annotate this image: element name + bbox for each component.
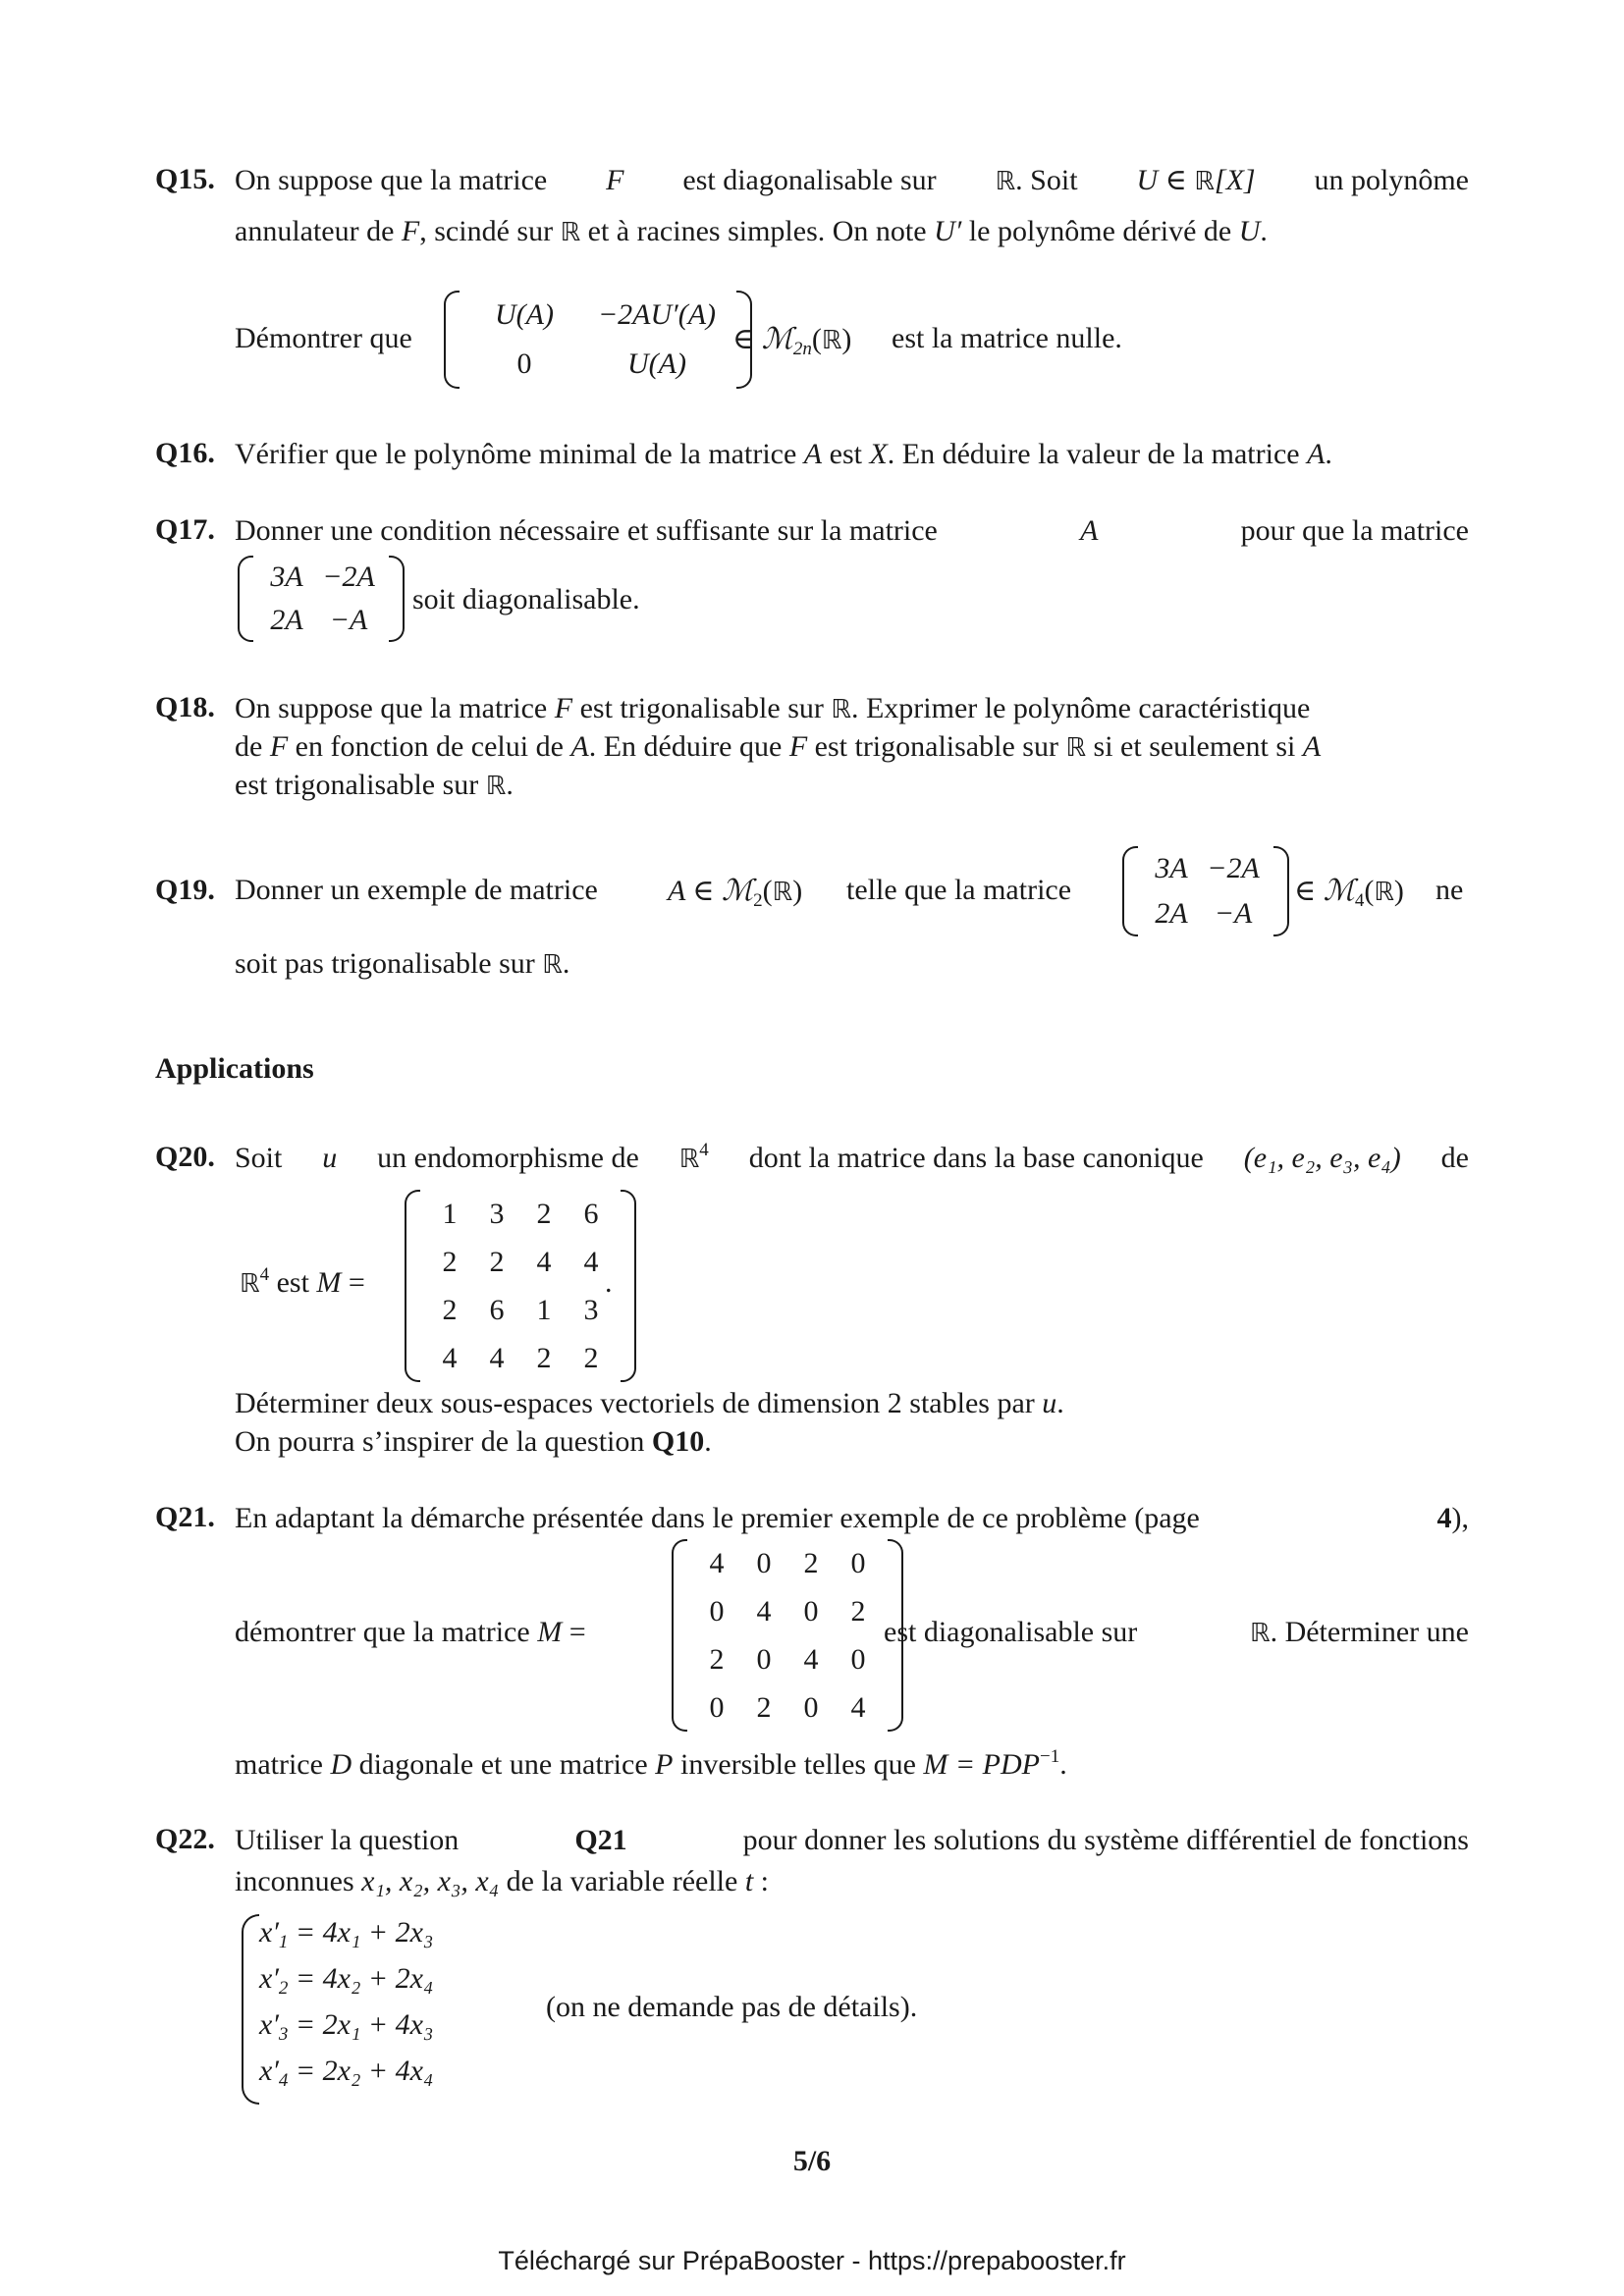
- q22-note: (on ne demande pas de détails).: [546, 1991, 918, 2023]
- question-label: Q21.: [155, 1501, 215, 1533]
- right-paren: [1273, 846, 1289, 936]
- question-label: Q16.: [155, 437, 215, 469]
- question-label: Q22.: [155, 1823, 215, 1855]
- q15-line-1: [235, 163, 1469, 199]
- system-equation: [259, 2008, 434, 2045]
- matrix-cell: 6: [489, 1293, 505, 1326]
- text: si et seulement si: [1086, 730, 1303, 763]
- text: Utiliser la question: [235, 1824, 460, 1856]
- math-var: F: [788, 730, 808, 763]
- question-label: Q18.: [155, 691, 215, 723]
- math-var: A ∈: [668, 875, 722, 907]
- matrix-cell: 0: [709, 1594, 725, 1628]
- text: de: [235, 730, 270, 763]
- text: Vérifier que le polynôme minimal de la matrice: [235, 438, 804, 470]
- lhs: x′: [259, 1962, 279, 1995]
- q20-line-2: [240, 1266, 365, 1300]
- matrix-cell: 4: [803, 1642, 819, 1676]
- math-var: A: [803, 438, 823, 470]
- matrix-cell: −A: [329, 604, 368, 636]
- matrix-cell: 3: [489, 1197, 505, 1230]
- q17-suffix: soit diagonalisable.: [412, 583, 640, 615]
- left-paren: [405, 1190, 420, 1382]
- q19-text-a: Donner un exemple de matrice: [235, 874, 598, 906]
- superscript: −1: [1039, 1746, 1060, 1767]
- matrix-grid: [460, 291, 736, 389]
- q20-line-3: [235, 1386, 1469, 1421]
- text: en fonction de celui de: [288, 730, 571, 763]
- matrix-cell: −2A: [322, 561, 375, 593]
- q20-period: .: [605, 1266, 613, 1299]
- q21-matrix-M: [672, 1539, 903, 1732]
- page-reference: 4: [1436, 1502, 1452, 1534]
- matrix-cell: 0: [516, 347, 532, 380]
- math-expression: x₁, x₂, x₃, x₄: [361, 1865, 500, 1897]
- page-number: 5/6: [792, 2145, 832, 2177]
- subscript: 2: [753, 890, 763, 911]
- math-var: U ∈: [1136, 164, 1195, 196]
- q15-line-2: [235, 214, 1469, 250]
- matrix-cell: 2: [583, 1341, 599, 1374]
- q18-line-3: [235, 768, 1469, 804]
- math-var: A: [1307, 438, 1326, 470]
- matrix-cell: 4: [709, 1546, 725, 1579]
- text: est: [822, 438, 870, 470]
- q21-line-2a: [235, 1616, 586, 1649]
- text: . Déterminer une: [1270, 1616, 1469, 1648]
- text: annulateur de: [235, 215, 402, 247]
- matrix-space-symbol: ℳ: [722, 874, 754, 908]
- q19-block-matrix: [1122, 846, 1289, 936]
- matrix-grid: [420, 1190, 621, 1382]
- matrix-cell: 2: [489, 1245, 505, 1278]
- text: =: [341, 1266, 365, 1299]
- q15-space: ∈ ℳ$_{2n}$(ℝ): [732, 322, 852, 359]
- q22-line-1: [235, 1823, 1469, 1858]
- section-title: Applications: [155, 1052, 314, 1085]
- q19-matrix-space: A ∈ ℳ$_2$(ℝ): [668, 874, 803, 911]
- math-var: F: [606, 164, 624, 196]
- matrix-grid: [1138, 846, 1273, 936]
- text: . En déduire que: [588, 730, 789, 763]
- text: .: [704, 1425, 712, 1458]
- superscript: 4: [259, 1264, 270, 1285]
- matrix-cell: 2: [536, 1197, 552, 1230]
- math-var: t: [744, 1865, 754, 1897]
- text: Donner une condition nécessaire et suffisante sur la matrice: [235, 514, 938, 547]
- text: est diagonalisable sur: [682, 164, 937, 196]
- text: On suppose que la matrice: [235, 164, 548, 196]
- subscript: 4: [1354, 890, 1365, 911]
- text: pour donner les solutions du système différentiel de fonctions: [742, 1824, 1469, 1856]
- superscript: 4: [699, 1140, 709, 1160]
- reals-symbol: ℝ: [1194, 167, 1215, 196]
- text: .: [562, 947, 570, 980]
- text: dont la matrice dans la base canonique: [748, 1142, 1204, 1174]
- text: .: [1059, 1748, 1067, 1781]
- matrix-cell: 0: [756, 1546, 772, 1579]
- question-reference: Q10: [651, 1425, 705, 1458]
- subscript: 1: [278, 1932, 289, 1952]
- matrix-cell: 3A: [1155, 852, 1188, 884]
- matrix-cell: 3: [583, 1293, 599, 1326]
- matrix-cell: 2: [536, 1341, 552, 1374]
- math-var: M: [537, 1616, 563, 1648]
- matrix-cell: U(A): [495, 298, 554, 331]
- text: inversible telles que: [673, 1748, 924, 1781]
- text: est trigonalisable sur: [807, 730, 1066, 763]
- left-paren: [238, 556, 253, 642]
- matrix-grid: [687, 1539, 888, 1732]
- matrix-cell: 2: [709, 1642, 725, 1676]
- text: de la variable réelle: [499, 1865, 745, 1897]
- lhs: x′: [259, 1916, 279, 1949]
- text: et à racines simples. On note: [580, 215, 935, 247]
- reals-symbol: ℝ: [1374, 878, 1394, 907]
- matrix-cell: 2: [442, 1293, 458, 1326]
- lhs: x′: [259, 2008, 279, 2041]
- reals-symbol: ℝ: [678, 1145, 700, 1174]
- text: est trigonalisable sur: [235, 769, 486, 801]
- math-var: X: [869, 438, 888, 470]
- matrix-space-symbol: ℳ: [1323, 874, 1355, 908]
- text: Déterminer deux sous-espaces vectoriels de dimension 2 stables par: [235, 1387, 1043, 1419]
- question-label: Q20.: [155, 1141, 215, 1173]
- text: .: [1056, 1387, 1064, 1419]
- q21-line-1: [235, 1501, 1469, 1536]
- matrix-cell: 6: [583, 1197, 599, 1230]
- text: . Soit: [1015, 164, 1078, 196]
- text: démontrer que la matrice: [235, 1616, 530, 1648]
- q19-text-b: telle que la matrice: [846, 874, 1072, 906]
- matrix-cell: −2A: [1207, 852, 1260, 884]
- matrix-cell: 1: [536, 1293, 552, 1326]
- reals-symbol: ℝ: [485, 772, 507, 801]
- text: est diagonalisable sur: [884, 1616, 1138, 1648]
- q19-line-2: [235, 946, 1469, 983]
- matrix-cell: 4: [442, 1341, 458, 1374]
- matrix-cell: 2: [756, 1690, 772, 1724]
- text: . En déduire la valeur de la matrice: [887, 438, 1308, 470]
- left-paren: [672, 1539, 687, 1732]
- q15-block-matrix: [444, 291, 752, 389]
- rhs: = 2x₁ + 4x₃: [295, 2008, 434, 2041]
- matrix-cell: 0: [803, 1594, 819, 1628]
- math-var: F: [401, 215, 420, 247]
- matrix-cell: 2A: [1155, 897, 1188, 930]
- matrix-cell: 1: [442, 1197, 458, 1230]
- matrix-cell: 4: [850, 1690, 866, 1724]
- matrix-cell: 0: [803, 1690, 819, 1724]
- text: inconnues: [235, 1865, 362, 1897]
- math-var: A: [570, 730, 589, 763]
- text: pour que la matrice: [1240, 514, 1469, 547]
- math-var: [X]: [1214, 164, 1256, 196]
- matrix-cell: 4: [489, 1341, 505, 1374]
- reals-symbol: ℝ: [240, 1269, 260, 1299]
- text: matrice: [235, 1748, 331, 1781]
- matrix-cell: −2AU′(A): [597, 298, 717, 331]
- question-label: Q17.: [155, 513, 215, 546]
- matrix-cell: 4: [536, 1245, 552, 1278]
- rhs: = 2x₂ + 4x₄: [295, 2055, 434, 2087]
- subscript: 4: [278, 2070, 289, 2091]
- q20-line-1: [235, 1141, 1469, 1177]
- text: est trigonalisable sur: [572, 692, 832, 724]
- basis-tuple: (e₁, e₂, e₃, e₄): [1243, 1142, 1401, 1174]
- q15-demo-prefix: Démontrer que: [235, 322, 412, 354]
- math-var: u: [1042, 1387, 1057, 1419]
- matrix-cell: U(A): [627, 347, 686, 380]
- system-equation: [259, 1962, 434, 1999]
- system-brace: [242, 1914, 259, 2105]
- math-var: F: [269, 730, 289, 763]
- text: soit pas trigonalisable sur: [235, 947, 543, 980]
- text: de: [1440, 1142, 1469, 1174]
- lhs: x′: [259, 2055, 279, 2087]
- text: un endomorphisme de: [377, 1142, 639, 1174]
- text: diagonale et une matrice: [352, 1748, 656, 1781]
- question-label: Q15.: [155, 163, 215, 195]
- q17-block-matrix: [238, 556, 405, 642]
- math-var: A: [1302, 730, 1322, 763]
- reals-symbol: ℝ: [995, 167, 1016, 196]
- download-footer: Téléchargé sur PrépaBooster - https://prepabooster.fr: [498, 2246, 1126, 2275]
- text: est: [269, 1266, 317, 1299]
- matrix-grid: [253, 556, 389, 642]
- q19-text-c: ne: [1435, 874, 1464, 906]
- matrix-cell: 2: [442, 1245, 458, 1278]
- subscript: 2: [278, 1978, 289, 1999]
- math-var: F: [554, 692, 573, 724]
- text: le polynôme dérivé de: [961, 215, 1239, 247]
- math-var: U: [1238, 215, 1261, 247]
- reals-symbol: ℝ: [542, 950, 563, 980]
- reals-symbol: ℝ: [560, 218, 581, 247]
- left-paren: [444, 291, 460, 389]
- reals-symbol: ℝ: [831, 695, 851, 724]
- math-var: M: [316, 1266, 342, 1299]
- math-var: U′: [934, 215, 962, 247]
- q21-line-3: [235, 1747, 1469, 1783]
- question-label: Q19.: [155, 874, 215, 906]
- text: un polynôme: [1314, 164, 1469, 196]
- math-var: D: [330, 1748, 352, 1781]
- q20-matrix-M: [405, 1190, 636, 1382]
- question-reference: Q21: [574, 1824, 627, 1856]
- matrix-space-symbol: ℳ: [761, 322, 793, 356]
- matrix-cell: 3A: [270, 561, 303, 593]
- q18-line-1: [235, 691, 1469, 727]
- text: =: [562, 1616, 586, 1648]
- text: .: [1325, 438, 1332, 470]
- rhs: = 4x₂ + 2x₄: [295, 1962, 434, 1995]
- q16-line-1: [235, 437, 1469, 472]
- text: :: [753, 1865, 769, 1897]
- text: Soit: [235, 1142, 283, 1174]
- matrix-cell: 0: [850, 1546, 866, 1579]
- reals-symbol: ℝ: [1249, 1619, 1271, 1648]
- math-var: A: [1080, 514, 1099, 547]
- system-equation: [259, 1916, 434, 1952]
- matrix-cell: −A: [1214, 897, 1253, 930]
- math-var: u: [322, 1142, 338, 1174]
- right-paren: [389, 556, 405, 642]
- system-equation: [259, 2055, 434, 2091]
- q19-matrix-space-2: ∈ ℳ$_4$(ℝ): [1294, 874, 1404, 911]
- matrix-cell: 0: [850, 1642, 866, 1676]
- subscript: 3: [278, 2024, 289, 2045]
- subscript: 2n: [792, 339, 812, 359]
- text: ),: [1451, 1502, 1469, 1534]
- q22-line-2: [235, 1864, 1469, 1899]
- q18-line-2: [235, 729, 1469, 766]
- reals-symbol: ℝ: [821, 326, 842, 355]
- matrix-cell: 2: [803, 1546, 819, 1579]
- math-var: P: [655, 1748, 674, 1781]
- matrix-cell: 4: [756, 1594, 772, 1628]
- q21-line-2b: [884, 1616, 1469, 1649]
- text: . Exprimer le polynôme caractéristique: [850, 692, 1311, 724]
- q20-line-4: [235, 1424, 1469, 1460]
- matrix-cell: 0: [756, 1642, 772, 1676]
- text: En adaptant la démarche présentée dans le premier exemple de ce problème (page: [235, 1502, 1200, 1534]
- text: .: [506, 769, 514, 801]
- reals-symbol: ℝ: [1065, 733, 1087, 763]
- text: On suppose que la matrice: [235, 692, 555, 724]
- matrix-cell: 4: [583, 1245, 599, 1278]
- matrix-cell: 0: [709, 1690, 725, 1724]
- right-paren: [621, 1190, 636, 1382]
- matrix-cell: 2: [850, 1594, 866, 1628]
- text: , scindé sur: [419, 215, 561, 247]
- matrix-cell: 2A: [270, 604, 303, 636]
- math-expression: M = PDP: [923, 1748, 1040, 1781]
- reals-symbol: ℝ: [772, 878, 793, 907]
- text: On pourra s’inspirer de la question: [235, 1425, 652, 1458]
- q15-demo-suffix: est la matrice nulle.: [892, 322, 1122, 354]
- rhs: = 4x₁ + 2x₃: [295, 1916, 434, 1949]
- q17-line-1: [235, 513, 1469, 549]
- left-paren: [1122, 846, 1138, 936]
- text: .: [1260, 215, 1268, 247]
